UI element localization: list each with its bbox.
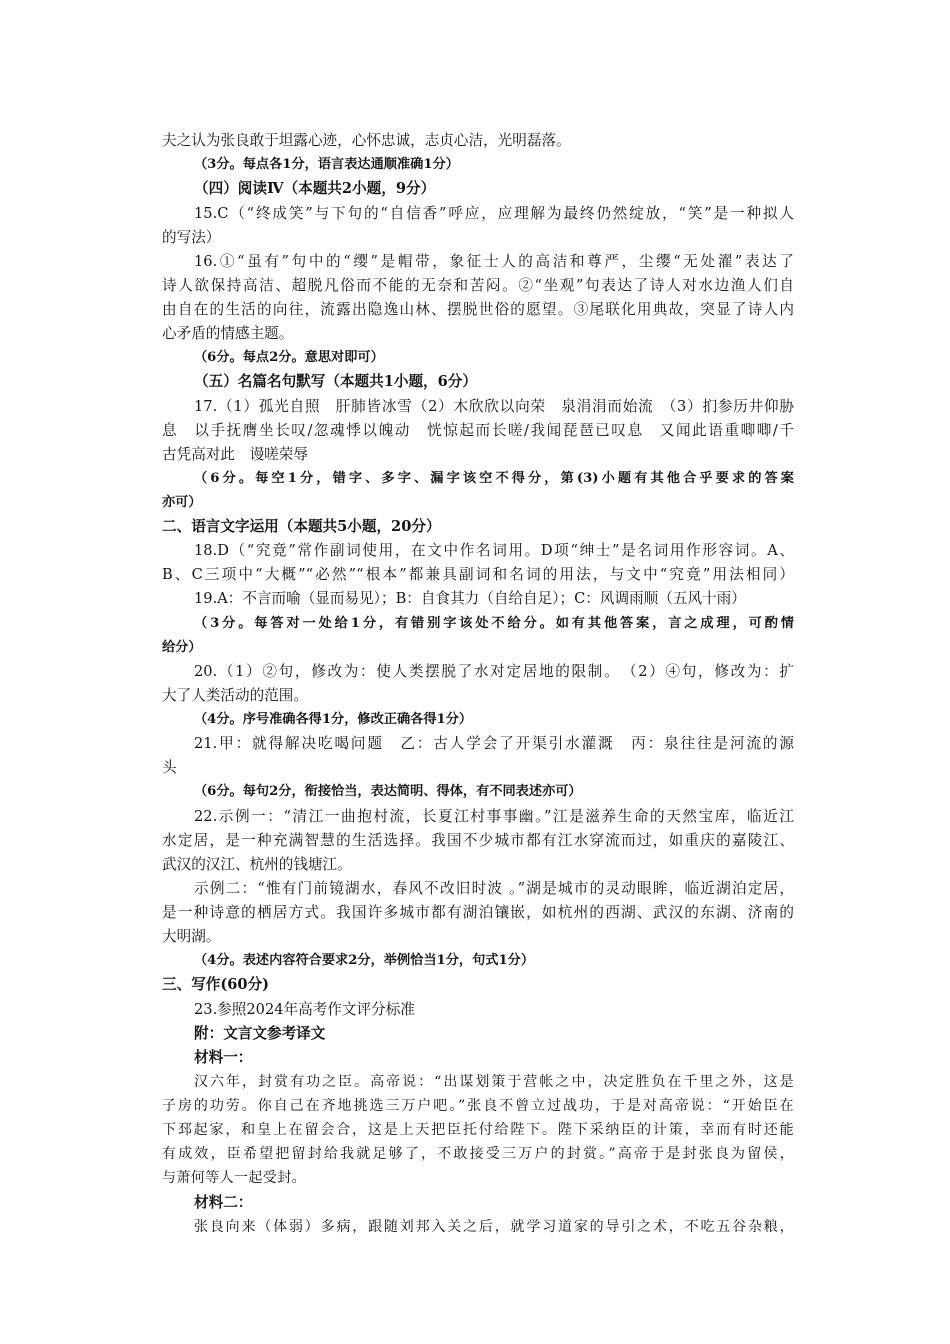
- translation-line: 汉六年，封赏有功之臣。高帝说：“出谋划策于营帐之中，决定胜负在千里之外，这是: [194, 1074, 794, 1090]
- scoring-note: 亦可）: [162, 495, 202, 510]
- material-label: 材料二：: [194, 1194, 253, 1211]
- translation-line: 有成效，臣希望把留封给我就足够了，不敢接受三万户的封赏。”高帝于是封张良为留侯，: [162, 1146, 794, 1162]
- text-line: 夫之认为张良敢于坦露心迹，心怀忠诚，志贞心洁，光明磊落。: [162, 132, 571, 149]
- scoring-note: （6分。每点2分。意思对即可）: [194, 350, 384, 365]
- answer-line: 18.D（“究竟”常作副词使用，在文中作名词用。D项“绅士”是名词用作形容词。A、: [194, 542, 794, 559]
- answer-line: 示例二：“惟有门前镜湖水，春风不改旧时波 。”湖是城市的灵动眼眸，临近湖泊定居，: [194, 880, 794, 897]
- section-heading: 二、语言文字运用（本题共5小题，20分）: [162, 518, 441, 535]
- section-heading: 三、写作(60分): [162, 976, 270, 993]
- text-line: 诗人欲保持高洁、超脱凡俗而不能的无奈和苦闷。②“坐观”句表达了诗人对水边渔人们自: [162, 277, 794, 294]
- answer-line: 15.C（“终成笑”与下句的“自信香”呼应，应理解为最终仍然绽放，“笑”是一种拟人: [194, 205, 794, 222]
- translation-line: 与萧何等人一起受封。: [162, 1170, 306, 1186]
- translation-line: 张良向来（体弱）多病，跟随刘邦入关之后，就学习道家的导引之术，不吃五谷杂粮，: [194, 1219, 794, 1235]
- text-line: 武汉的汉江、杭州的钱塘江。: [162, 856, 352, 873]
- text-line: B、C三项中“大概”“必然”“根本”都兼具副词和名词的用法，与文中“究竟”用法相同）: [162, 566, 794, 583]
- scoring-note: （6分。每句2分，衔接恰当，表达简明、得体，有不同表述亦可）: [194, 784, 582, 799]
- text-line: 的写法）: [162, 229, 221, 246]
- material-label: 材料一：: [194, 1049, 253, 1066]
- translation-line: 子房的功劳。你自己在齐地挑选三万户吧。”张良不曾立过战功，于是对高帝说：“开始臣在: [162, 1098, 794, 1114]
- answer-line: 23.参照2024年高考作文评分标准: [194, 1001, 415, 1018]
- text-line: 大明湖。: [162, 928, 221, 945]
- scoring-note: （6分。每空1分，错字、多字、漏字该空不得分，第(3)小题有其他合乎要求的答案: [194, 471, 794, 486]
- translation-line: 下邳起家，和皇上在留会合，这是上天把臣托付给陛下。陛下采纳臣的计策，幸而有时还能: [162, 1122, 794, 1138]
- text-line: 息 以手抚膺坐长叹/忽魂悸以魄动 恍惊起而长嗟/我闻琵琶已叹息 又闻此语重唧唧/千: [162, 422, 794, 439]
- text-line: 心矛盾的情感主题。: [162, 325, 294, 342]
- scoring-note: （3分。每点各1分，语言表达通顺准确1分）: [194, 157, 459, 172]
- answer-line: 21.甲：就得解决吃喝问题 乙：古人学会了开渠引水灌溉 丙：泉往往是河流的源: [194, 735, 794, 752]
- section-heading: （五）名篇名句默写（本题共1小题，6分）: [194, 373, 477, 390]
- answer-line: 17.（1）孤光自照 肝肺皆冰雪（2）木欣欣以向荣 泉涓涓而始流 （3）扪参历井仰胁: [194, 398, 794, 415]
- appendix-heading: 附：文言文参考译文: [194, 1025, 326, 1042]
- text-line: 由自在的生活的向往，流露出隐逸山林、摆脱世俗的愿望。③尾联化用典故，突显了诗人内: [162, 301, 794, 318]
- scoring-note: 给分）: [162, 640, 202, 655]
- text-line: 古凭高对此 谩嗟荣辱: [162, 446, 308, 463]
- answer-line: 22.示例一：“清江一曲抱村流，长夏江村事事幽。”江是滋养生命的天然宝库，临近江: [194, 808, 794, 825]
- text-line: 头: [162, 759, 177, 776]
- answer-line: 16.①“虽有”句中的“缨”是帽带，象征士人的高洁和尊严，尘缨“无处濯”表达了: [194, 253, 794, 270]
- scoring-note: （3分。每答对一处给1分，有错别字该处不给分。如有其他答案，言之成理，可酌情: [194, 616, 794, 631]
- answer-line: 19.A：不言而喻（显而易见）；B：自食其力（自给自足）；C：风调雨顺（五风十雨）: [194, 590, 746, 607]
- scoring-note: （4分。表述内容符合要求2分，举例恰当1分，句式1分）: [194, 953, 535, 968]
- text-line: 水定居，是一种充满智慧的生活选择。我国不少城市都有江水穿流而过，如重庆的嘉陵江、: [162, 832, 794, 849]
- section-heading: （四）阅读Ⅳ（本题共2小题，9分）: [194, 180, 436, 197]
- answer-line: 20.（1）②句，修改为：使人类摆脱了水对定居地的限制。 （2）④句，修改为：扩: [194, 663, 794, 680]
- scoring-note: （4分。序号准确各得1分，修改正确各得1分）: [194, 712, 473, 727]
- text-line: 是一种诗意的栖居方式。我国许多城市都有湖泊镶嵌，如杭州的西湖、武汉的东湖、济南的: [162, 904, 794, 921]
- text-line: 大了人类活动的范围。: [162, 687, 308, 704]
